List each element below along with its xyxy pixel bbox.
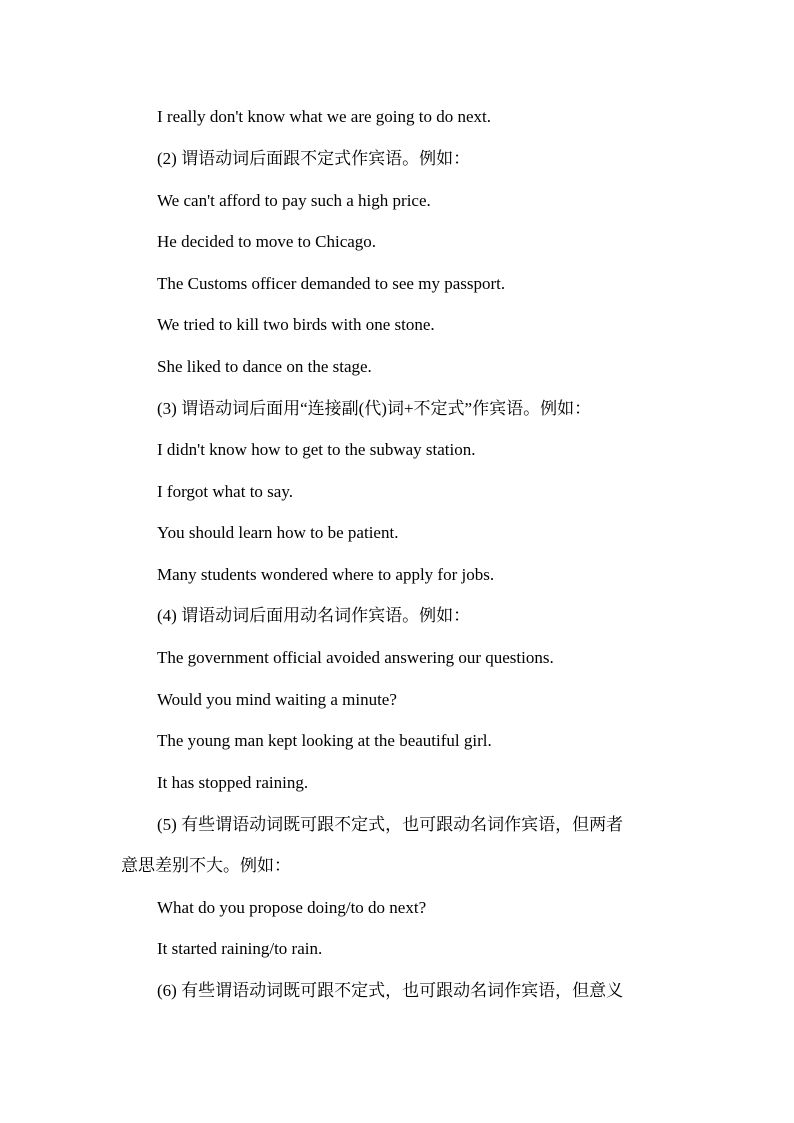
rule-heading-6: (6) 有些谓语动词既可跟不定式，也可跟动名词作宾语，但意义 <box>157 981 624 1000</box>
example-sentence: The government official avoided answering our questions. <box>157 648 554 667</box>
rule-heading-3: (3) 谓语动词后面用“连接副(代)词+不定式”作宾语。例如： <box>157 399 592 418</box>
example-sentence: What do you propose doing/to do next? <box>157 898 427 917</box>
rule-heading-4: (4) 谓语动词后面用动名词作宾语。例如： <box>157 606 471 625</box>
example-sentence: The Customs officer demanded to see my passport. <box>157 274 506 293</box>
example-sentence: He decided to move to Chicago. <box>157 232 377 251</box>
rule-heading-5: (5) 有些谓语动词既可跟不定式，也可跟动名词作宾语，但两者 <box>157 815 624 834</box>
rule-heading-5-continuation: 意思差别不大。例如： <box>121 856 291 875</box>
example-sentence: We can't afford to pay such a high price. <box>157 191 431 210</box>
example-sentence: You should learn how to be patient. <box>157 523 399 542</box>
example-sentence: It started raining/to rain. <box>157 939 323 958</box>
example-sentence: Many students wondered where to apply for jobs. <box>157 565 495 584</box>
example-sentence: I really don't know what we are going to do next. <box>157 107 492 126</box>
rule-heading-2: (2) 谓语动词后面跟不定式作宾语。例如： <box>157 149 471 168</box>
example-sentence: She liked to dance on the stage. <box>157 357 372 376</box>
example-sentence: We tried to kill two birds with one stone. <box>157 315 435 334</box>
example-sentence: Would you mind waiting a minute? <box>157 690 397 709</box>
example-sentence: It has stopped raining. <box>157 773 309 792</box>
example-sentence: The young man kept looking at the beautiful girl. <box>157 731 492 750</box>
example-sentence: I forgot what to say. <box>157 482 293 501</box>
example-sentence: I didn't know how to get to the subway station. <box>157 440 476 459</box>
